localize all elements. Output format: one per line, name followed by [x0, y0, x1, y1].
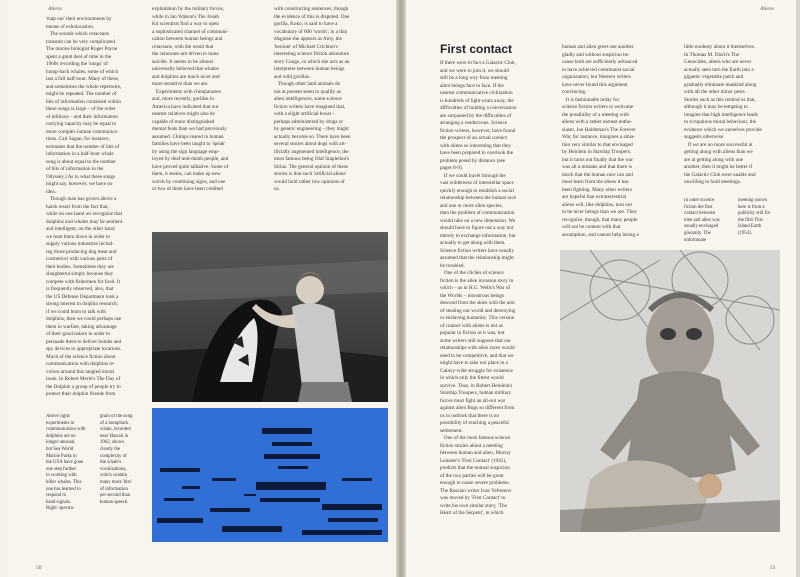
spectrogram-illustration: [152, 408, 388, 542]
left-running-head: Aliens: [48, 6, 62, 12]
right-page-number: 51: [770, 565, 776, 571]
left-column-3: with constructing sentences, though the evidence of this is disputed. One gorilla, Koko, is said to have a vocabulary of 600 'words'; in a thin disguise she appears as Amy, the 'heroine' of Michael Crichton's interesting science fiction adventure story Congo, in which she acts as an interpreter between human beings and wild gorillas. Though other land animals do not at present seem to qualify as alien intelligences, some science fiction writers have imagined that, with a slight artificial boost – perhaps administered by drugs or by genetic engineering – they might actually become so. There have been several stories about dogs with art- ificially augmented intelligence, the most famous being Olaf Stapledon's Sirius. The general opinion of these stories is that such 'artificial aliens' would hold rather low opinions of us.: [274, 6, 351, 192]
killer-whale-illustration: [152, 232, 388, 402]
left-page-number: 50: [36, 565, 42, 571]
alien-illustration: [560, 250, 780, 532]
left-column-2: exploitation by the military forces, while in Ian Watson's The Jonah Kit scientists find a way to open a sophisticated channel of communi- cation between human beings and cetaceans, with the result that the cetaceans are driven to mass suicide. It seems to be almost universally believed that whales and dolphins are much nicer and more sensitive than we are. Experiments with chimpanzees and, more recently, gorillas in America have indicated that our nearest relatives might also be capable of more distinguished mental feats than we had previously assumed. Chimps reared in human families have been taught to 'speak' by using the sign language emp- loyed by deaf-and-dumb people, and have proved quite talkative. Some of them, it seems, can make up new words by combining signs, and one or two of them have been credited: [152, 6, 229, 192]
caption-spectrogram: gram of the song of a humpback whale, recorded near Hawaii in 1962, shows clearly the complexity of the whale's vocalizations, which contain many more 'bits' of information per second than human speech.: [100, 414, 133, 505]
caption-first-contact-right: meeting shown here is from a publicity still for the film This Island Earth (1954).: [738, 198, 771, 236]
page-edge: [796, 0, 800, 577]
alien-encounter-photo: [560, 250, 780, 532]
left-column-1: 'map out' their environments by means of echolocation. The sounds which cetaceans transmit can be very complicated. The marine biologist Roger Payne spent a great deal of time in the 1960s recording the 'songs' of hump-back whales, some of which last a full half-hour. Many of these, and sometimes the whole repertoire, might be repeated. The number of bits of information contained within these songs is large – of the order of millions – and their information carrying capacity may be equal to more complex human communica- tions. Carl Sagan, for instance, estimates that the number of bits of information in a half-hour whale song is about equal to the number of bits of information in the Odyssey.) As to what these songs might say, however, we have no idea. Though man has grown above a harsh resort from the fact that, while on one hand we recognize that dolphins and whales may be sentient and intelligent, on the other hand we hunt them down in order to supply various industries includ- ing those producing dog meat and cosmetics) with various parts of their bodies. Sometimes they are slaughtered simply because they compete with fishermen for food. It is frequently observed, also, that the US Defense Department took a strong interest in dolphin research; if we could learn to talk with dolphins, then we could perhaps use them in warfare, taking advantage of their good nature in order to persuade them to deliver bombs and spy devices to appropriate locations. Much of the science fiction about communication with dolphins re- volves around this tangled moral issue. In Robert Merle's The Day of the Dolphin a group of people try to protect their dolphin friends from: [46, 16, 123, 397]
right-running-head: Aliens: [760, 6, 774, 12]
killer-whale-photo: [152, 232, 388, 402]
caption-above-right: Above right: experiments in communication with dolphins are no longer unusual, but Sea World Marine Parks in the USA have gone one step further in working with killer whales. This one has learned to respond to hand signals. Right: spectro-: [46, 414, 86, 512]
whale-song-spectrogram: [152, 408, 388, 542]
right-column-1: If there were in fact a Galactic Club, and we were to join it, we should still be a long way from meeting alien beings face to face. If the nearest communicative civilization is hundreds of light-years away, the difficulties of holding a conversation are surpassed by the difficulties of arranging a rendezvous. Science fiction writers, however, have found the prospect of an actual contact with aliens so interesting that they have been prepared to overlook the problem posed by distance (see pages 8-9). If we could travel through the vast wilderness of interstellar space quickly enough to establish a social relationship between the human race and one or more alien species, then the problem of communication would take on a new dimension. We should have to figure out a way not merely to exchange information, but actually to get along with them. Science fiction writers have usually assumed that the relationship might be troubled. One of the clichés of science fiction is the alien invasion story in which – as in H.G. Wells's War of the Worlds – monstrous beings descend from the skies with the aim of stealing our world and destroying or enslaving humanity. This version of contact with aliens is not as popular in fiction as it was, but some writers still suppose that our relationships with alien races would need to be competitive, and that we might have to take our place in a Galaxy-wide struggle for existence in which only the fittest would survive. Thus, in Robert Heinlein's Starship Troopers, human military forces must fight an all-out war against alien Bugs so different from us in outlook that there is no possibility of reaching a peaceful settlement. One of the most famous science fiction stories about a meeting between human and alien, Murray Leinster's 'First Contact' (1945), predicts that the mutual suspicion of the two parties will be great enough to cause severe problems. The Russian writer Ivan Yefremov was moved by 'First Contact' to write his own similar story, 'The Heart of the Serpent', in which: [440, 60, 517, 516]
book-gutter: [396, 0, 406, 577]
right-column-3: little modesty about it themselves. In Thomas M. Disch's The Genocides, aliens who are never actually seen turn the Earth into a gigantic vegetable patch and gradually eliminate mankind along with all the other minor pests. Stories such as this remind us that, although it may be tempting to imagine that high intelligence leads to scrupulous moral behaviour, the evidence which we ourselves provide suggests otherwise. If we are no more successful at getting along with aliens than we are at getting along with one another, then it might be better if the Galactic Club were unable and unwilling to hold meetings.: [684, 44, 762, 185]
caption-first-contact-left: In older science fiction the first contact between men and alien was usually envisaged gloomily. The unfortunate: [684, 198, 720, 243]
right-column-2: human and alien greet one another gladly and without suspicion be- cause both are sufficiently advanced to have achieved communist social organization; but Western writers have never found this argument convincing. It is fashionable today for science fiction writers to welcome the possibility of a meeting with aliens with a rather earnest enthu- siasm. Joe Haldeman's The Forever War, for instance, imagines a situa- tion very similar to that envisaged by Heinlein in Starship Troopers, but it turns out finally that the war was all a mistake and that there is much that the human race can and must learn from the aliens it has been fighting. Many other writers are hopeful that extraterrestrial aliens will, like dolphins, turn out to be nicer beings than we are. They recognize, though, that many people will not be content with that assumption, and cannot help losing a: [562, 44, 639, 238]
article-title: First contact: [440, 42, 513, 56]
